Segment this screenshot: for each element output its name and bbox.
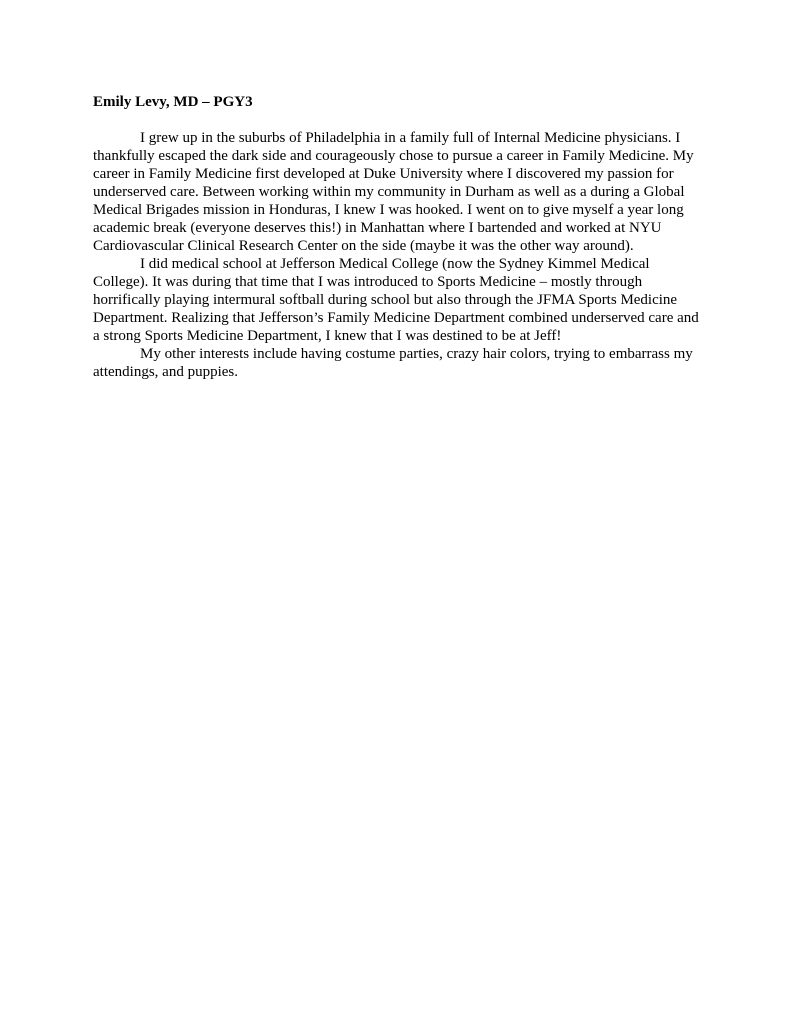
paragraph-interests: My other interests include having costume parties, crazy hair colors, trying to embarrass my attendings, and puppies. — [93, 346, 693, 380]
paragraph-medical-school: I did medical school at Jefferson Medical College (now the Sydney Kimmel Medical College). It was during that time that I was introduced to Sports Medicine – mostly through horrifically playing intermural softball during school but also through the JFMA Sports Medicine Department. Realizing that Jefferson’s Family Medicine Department combined underserved care and a strong Sports Medicine Department, I knew that I was destined to be at Jeff! — [93, 256, 699, 344]
document-body — [93, 93, 703, 381]
paragraph-upbringing: I grew up in the suburbs of Philadelphia in a family full of Internal Medicine physicians. I thankfully escaped the dark side and courageously chose to pursue a career in Family Medicine. My career in Family Medicine first developed at Duke University where I discovered my passion for underserved care. Between working within my community in Durham as well as a during a Global Medical Brigades mission in Honduras, I knew I was hooked. I went on to give myself a year long academic break (everyone deserves this!) in Manhattan where I bartended and worked at NYU Cardiovascular Clinical Research Center on the side (maybe it was the other way around). — [93, 130, 694, 254]
document-heading: Emily Levy, MD – PGY3 — [93, 94, 253, 110]
